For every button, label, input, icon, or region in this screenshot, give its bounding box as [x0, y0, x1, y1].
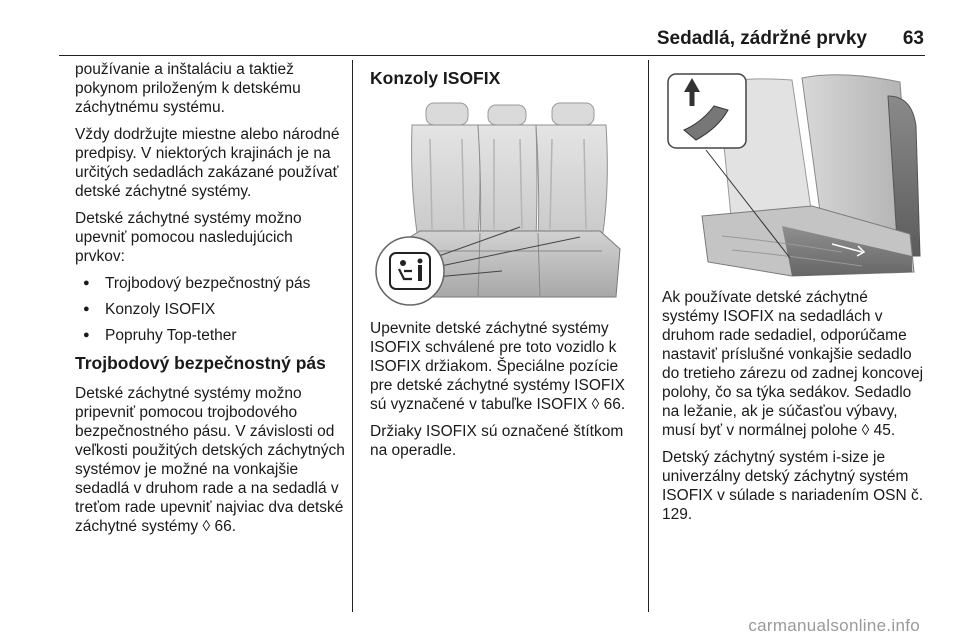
isize-paragraph: Detský záchytný systém i-size je univerzálny detský záchytný systém ISOFIX v súlade s nariadením OSN č. 129. — [662, 449, 924, 523]
isofix-seats-illustration — [370, 99, 632, 309]
header-title: Sedadlá, zádržné prvky — [656, 28, 867, 49]
column-1 — [75, 60, 345, 544]
adjustment-paragraph: Ak používate detské záchytné systémy ISOFIX na sedadlách v druhom rade sedadiel, odporúčame nastaviť príslušné vonkajšie sedadlo do tretieho zárezu od zadnej koncovej polohy, čo sa týka sedákov. Sedadlo na ležanie, ak je súčasťou výbavy, musí byť v normálnej polohe ◊ 45. — [662, 289, 924, 439]
seat-adjustment-illustration — [662, 66, 926, 280]
section-heading-seatbelt: Trojbodový bezpečnostný pás — [75, 353, 326, 373]
page-number: 63 — [902, 28, 924, 49]
list-item: ● Konzoly ISOFIX — [75, 300, 345, 319]
column-3 — [662, 60, 928, 532]
column-2 — [370, 60, 638, 468]
attachment-paragraph: Detské záchytné systémy možno upevniť pomocou nasledujúcich prvkov: — [75, 210, 302, 265]
regulations-paragraph: Vždy dodržujte miestne alebo národné predpisy. V niektorých krajinách je na určitých sedadlách zakázané používať detské záchytné systémy. — [75, 126, 340, 200]
isofix-label-paragraph: Držiaky ISOFIX sú označené štítkom na operadle. — [370, 423, 624, 459]
list-item: ● Trojbodový bezpečnostný pás — [75, 274, 345, 293]
list-item: ● Popruhy Top-tether — [75, 326, 345, 345]
column-divider-1 — [352, 60, 353, 612]
intro-paragraph: používanie a inštaláciu a taktiež pokynom priloženým k detskému záchytnému systému. — [75, 61, 301, 116]
column-divider-2 — [648, 60, 649, 612]
section-heading-isofix: Konzoly ISOFIX — [370, 68, 501, 88]
seatbelt-paragraph: Detské záchytné systémy možno pripevniť pomocou trojbodového bezpečnostného pásu. V závislosti od veľkosti použitých detských záchytných systémov je možné na vonkajšie sedadlá v druhom rade a na sedadlá v treťom rade upevniť najviac dva detské záchytné systémy ◊ 66. — [75, 385, 345, 535]
attachment-list — [75, 274, 345, 345]
isofix-paragraph: Upevnite detské záchytné systémy ISOFIX schválené pre toto vozidlo k ISOFIX držiakom. Špeciálne pozície pre detské záchytné systémy ISOFIX sú vyznačené v tabuľke ISOFIX ◊ 66. — [370, 320, 626, 413]
watermark: carmanualsonline.info — [748, 616, 920, 635]
header-rule — [59, 55, 925, 56]
page-header — [0, 0, 960, 58]
